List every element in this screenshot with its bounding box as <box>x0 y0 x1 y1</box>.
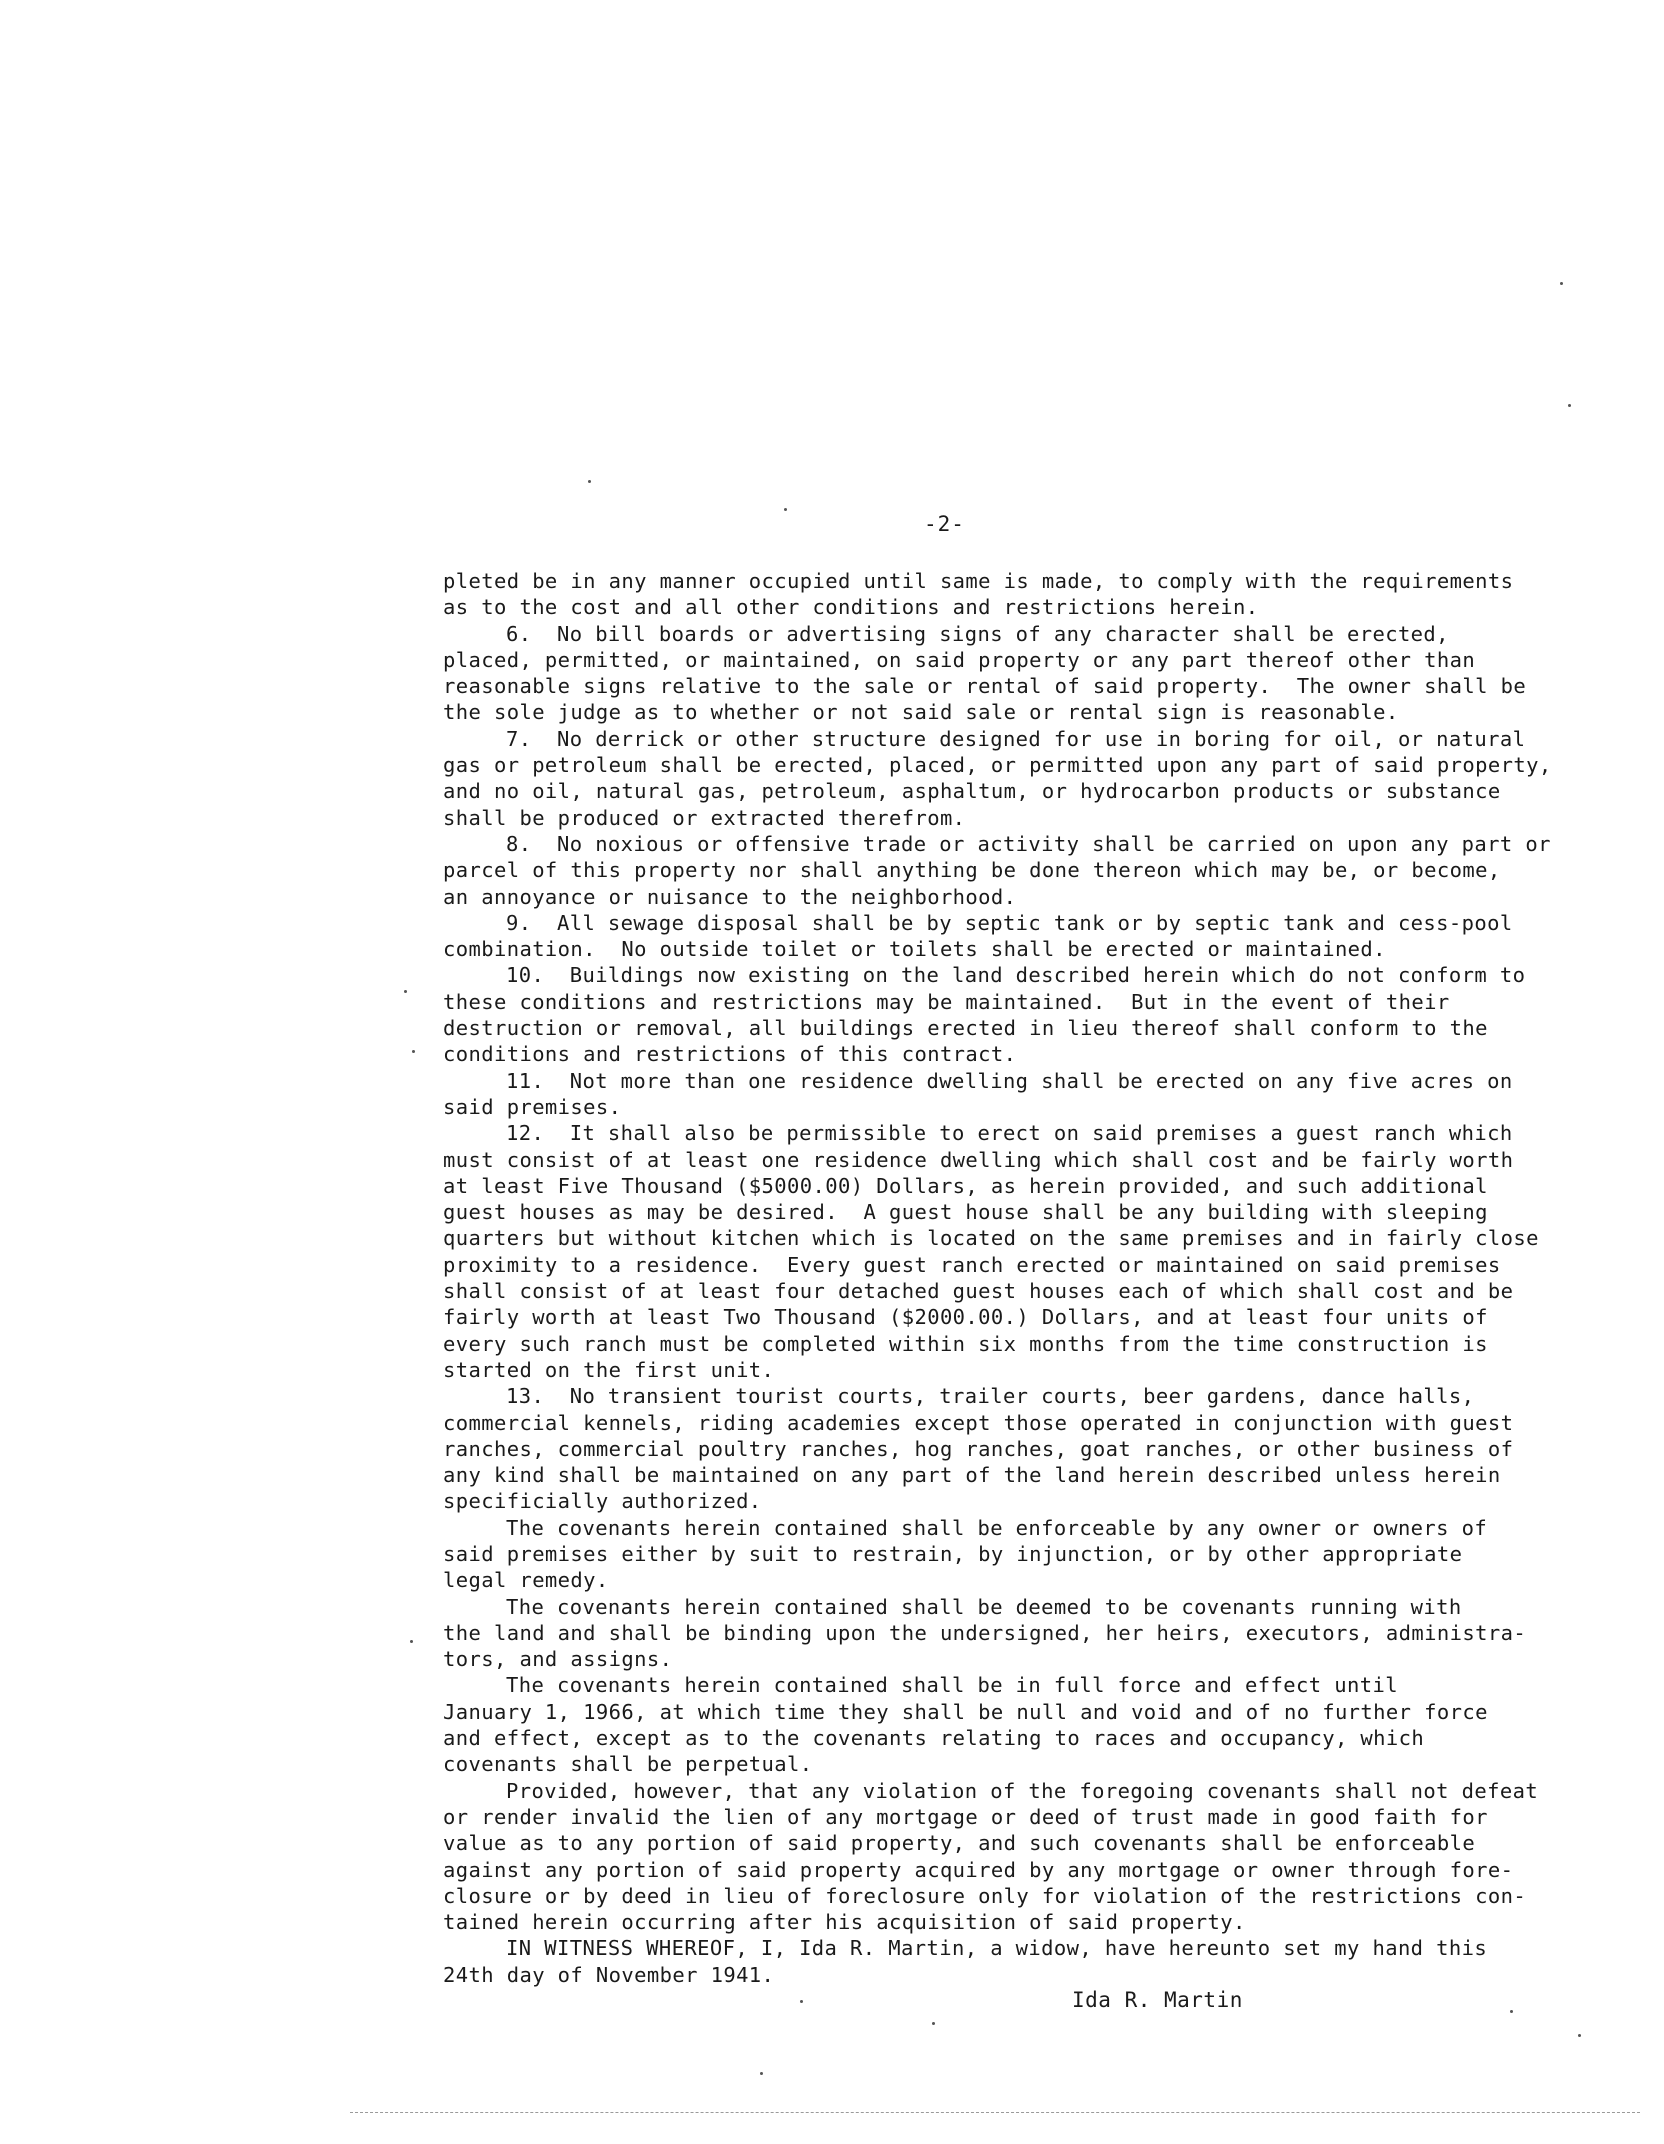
text-line: gas or petroleum shall be erected, placed, or permitted upon any part of said property, <box>443 753 1552 778</box>
scan-speck <box>1578 2034 1581 2037</box>
text-line: 8. No noxious or offensive trade or activity shall be carried on upon any part or <box>506 831 1551 856</box>
text-line: against any portion of said property acquired by any mortgage or owner through fore- <box>443 1857 1514 1882</box>
text-line: quarters but without kitchen which is located on the same premises and in fairly close <box>443 1226 1539 1251</box>
scan-speck <box>784 508 787 511</box>
text-line: and no oil, natural gas, petroleum, asphaltum, or hydrocarbon products or substance <box>443 779 1501 804</box>
scan-speck <box>932 2022 935 2025</box>
text-line: closure or by deed in lieu of foreclosure only for violation of the restrictions con- <box>443 1883 1527 1908</box>
text-line: said premises either by suit to restrain, by injunction, or by other appropriate <box>443 1541 1463 1566</box>
text-line: 24th day of November 1941. <box>443 1962 775 1987</box>
scan-speck <box>412 1050 415 1053</box>
text-line: combination. No outside toilet or toilets shall be erected or maintained. <box>443 937 1386 962</box>
text-line: The covenants herein contained shall be deemed to be covenants running with <box>506 1594 1462 1619</box>
text-line: January 1, 1966, at which time they shall be null and void and of no further force <box>443 1699 1488 1724</box>
text-line: 11. Not more than one residence dwelling shall be erected on any five acres on <box>506 1068 1513 1093</box>
signature-name: Ida R. Martin <box>1072 1988 1243 2012</box>
text-line: destruction or removal, all buildings erected in lieu thereof shall conform to the <box>443 1016 1488 1041</box>
deed-restrictions-text <box>443 568 1593 1988</box>
text-line: tors, and assigns. <box>443 1647 673 1672</box>
text-line: The covenants herein contained shall be in full force and effect until <box>506 1673 1398 1698</box>
scan-speck <box>410 1640 413 1643</box>
text-line: 10. Buildings now existing on the land described herein which do not conform to <box>506 963 1526 988</box>
text-line: 13. No transient tourist courts, trailer courts, beer gardens, dance halls, <box>506 1384 1475 1409</box>
text-line: Provided, however, that any violation of the foregoing covenants shall not defeat <box>506 1778 1539 1803</box>
text-line: placed, permitted, or maintained, on said property or any part thereof other than <box>443 647 1476 672</box>
text-line: fairly worth at least Two Thousand ($2000.00.) Dollars, and at least four units of <box>443 1305 1488 1330</box>
text-line: value as to any portion of said property, and such covenants shall be enforceable <box>443 1831 1476 1856</box>
text-line: these conditions and restrictions may be maintained. But in the event of their <box>443 989 1450 1014</box>
text-line: or render invalid the lien of any mortgage or deed of trust made in good faith for <box>443 1804 1488 1829</box>
text-line: tained herein occurring after his acquisition of said property. <box>443 1910 1246 1935</box>
text-line: conditions and restrictions of this contract. <box>443 1042 1017 1067</box>
scan-speck <box>760 2072 763 2075</box>
text-line: and effect, except as to the covenants relating to races and occupancy, which <box>443 1726 1425 1751</box>
text-line: IN WITNESS WHEREOF, I, Ida R. Martin, a widow, have hereunto set my hand this <box>506 1936 1488 1961</box>
text-line: legal remedy. <box>443 1568 609 1593</box>
text-line: started on the first unit. <box>443 1357 775 1382</box>
text-line: covenants shall be perpetual. <box>443 1752 813 1777</box>
text-line: guest houses as may be desired. A guest house shall be any building with sleeping <box>443 1200 1488 1225</box>
text-line: said premises. <box>443 1094 622 1119</box>
text-line: proximity to a residence. Every guest ranch erected or maintained on said premises <box>443 1252 1501 1277</box>
text-line: ranches, commercial poultry ranches, hog ranches, goat ranches, or other business of <box>443 1436 1514 1461</box>
text-line: parcel of this property nor shall anything be done thereon which may be, or become, <box>443 858 1501 883</box>
scan-edge-line <box>350 2112 1640 2113</box>
text-line: as to the cost and all other conditions and restrictions herein. <box>443 595 1259 620</box>
scan-speck <box>1568 404 1571 407</box>
scan-speck <box>1510 2010 1513 2013</box>
text-line: every such ranch must be completed within six months from the time construction is <box>443 1331 1488 1356</box>
text-line: at least Five Thousand ($5000.00) Dollars, as herein provided, and such additional <box>443 1173 1488 1198</box>
page-number: -2- <box>924 512 965 536</box>
text-line: commercial kennels, riding academies except those operated in conjunction with guest <box>443 1410 1514 1435</box>
text-line: reasonable signs relative to the sale or rental of said property. The owner shall be <box>443 674 1527 699</box>
text-line: 7. No derrick or other structure designed for use in boring for oil, or natural <box>506 726 1526 751</box>
text-line: 12. It shall also be permissible to erect on said premises a guest ranch which <box>506 1121 1513 1146</box>
text-line: 9. All sewage disposal shall be by septic tank or by septic tank and cess-pool <box>506 910 1513 935</box>
text-line: any kind shall be maintained on any part of the land herein described unless herein <box>443 1463 1501 1488</box>
text-line: The covenants herein contained shall be enforceable by any owner or owners of <box>506 1515 1488 1540</box>
text-line: must consist of at least one residence dwelling which shall cost and be fairly worth <box>443 1147 1514 1172</box>
text-line: pleted be in any manner occupied until same is made, to comply with the requirements <box>443 569 1514 593</box>
text-line: shall consist of at least four detached guest houses each of which shall cost and be <box>443 1279 1514 1304</box>
scan-speck <box>1560 282 1563 285</box>
text-line: 6. No bill boards or advertising signs of any character shall be erected, <box>506 621 1449 646</box>
text-line: shall be produced or extracted therefrom. <box>443 805 966 830</box>
scan-speck <box>588 480 591 483</box>
scan-speck <box>404 990 407 993</box>
scan-speck <box>800 2000 803 2003</box>
text-line: the sole judge as to whether or not said sale or rental sign is reasonable. <box>443 700 1399 725</box>
text-line: specificially authorized. <box>443 1489 762 1514</box>
text-line: an annoyance or nuisance to the neighborhood. <box>443 884 1017 909</box>
text-line: the land and shall be binding upon the undersigned, her heirs, executors, administra- <box>443 1620 1527 1645</box>
